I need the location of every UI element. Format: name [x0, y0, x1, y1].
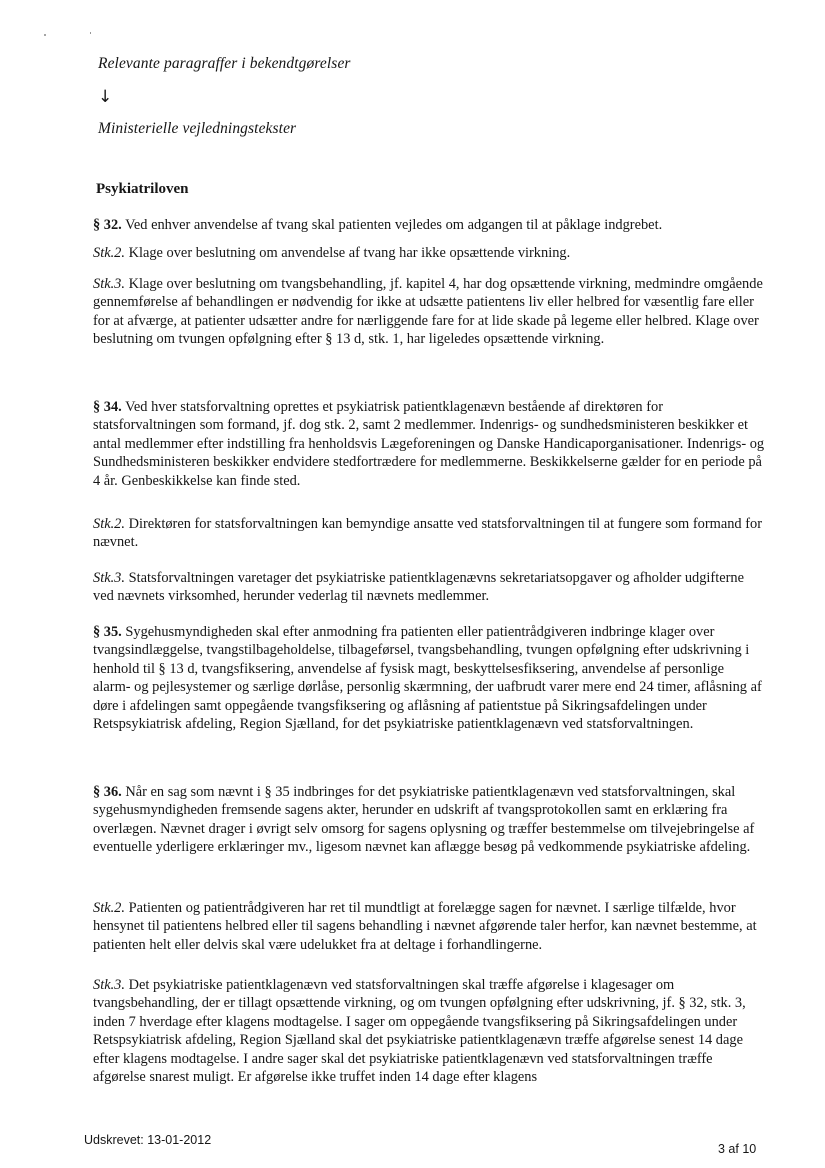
paragraph-number: § 32. — [93, 217, 122, 233]
down-arrow-icon: ↓ — [98, 87, 113, 107]
paragraph-text: Ved enhver anvendelse af tvang skal patienten vejledes om adgangen til at påklage indgrebet. — [121, 217, 663, 233]
paragraph-32 — [93, 216, 765, 234]
scan-speck — [44, 34, 46, 36]
paragraph-32-stk3 — [93, 275, 765, 349]
print-date: Udskrevet: 13-01-2012 — [84, 1133, 212, 1147]
paragraph-34-stk2 — [93, 515, 765, 552]
page-number: 3 af 10 — [718, 1142, 757, 1156]
paragraph-number: § 34. — [93, 399, 122, 415]
paragraph-36 — [93, 783, 765, 857]
stk-label: Stk.3. — [93, 276, 125, 292]
paragraph-number: § 35. — [93, 624, 122, 640]
paragraph-text: Ved hver statsforvaltning oprettes et psykiatrisk patientklagenævn bestående af direktøren for statsforvaltningen som formand, jf. dog stk. 2, samt 2 medlemmer. Indenrigs- og sundhedsministeren beskikker et antal medlemmer efter indstilling fra henholdsvis Lægeforeningen og Danske Handicaporganisationer. Indenrigs- og Sundhedsministeren beskikker endvidere stedfortrædere for medlemmerne. Beskikkelserne gælder for en periode på 4 år. Genbeskikkelse kan finde sted. — [93, 399, 765, 489]
paragraph-34 — [93, 398, 765, 490]
header-line-vejledningstekster: Ministerielle vejledningstekster — [98, 120, 297, 137]
scan-speck — [90, 32, 91, 34]
paragraph-35 — [93, 623, 765, 733]
paragraph-text: Sygehusmyndigheden skal efter anmodning fra patienten eller patientrådgiveren indbringe klager over tvangsindlæggelse, tvangstilbageholdelse, tilbageførsel, tvangsbehandling, tvungen opfølgning efter udskrivning i henhold til § 13 d, tvangsfiksering, anvendelse af fysisk magt, beskyttelsesfiksering, anvendelse af personlige alarm- og pejlesystemer og særlige dørlåse, personlig skærmning, der uafbrudt varer mere end 24 timer, aflåsning af døre i afdelingen samt oppegående tvangsfiksering og aflåsning af patientstue på Sikringsafdelingen under Retspsykiatrisk afdeling, Region Sjælland, for det psykiatriske patientklagenævn ved statsforvaltningen. — [93, 624, 762, 733]
stk-label: Stk.2. — [93, 900, 125, 916]
paragraph-text: Når en sag som nævnt i § 35 indbringes for det psykiatriske patientklagenævn ved statsforvaltningen, skal sygehusmyndigheden fremsende sagens akter, herunder en udskrift af tvangsprotokollen samt en erklæring fra overlægen. Nævnet drager i øvrigt selv omsorg for sagens oplysning og træffer bestemmelse om tilvejebringelse af eventuelle yderligere erklæringer mv., ligesom nævnet kan aflægge besøg på vedkommende psykiatriske afdeling. — [93, 784, 755, 856]
paragraph-text: Klage over beslutning om tvangsbehandling, jf. kapitel 4, har dog opsættende virkning, medmindre omgående gennemførelse af behandlingen er nødvendig for ikke at udsætte patientens liv eller helbred for væsentlig fare eller for at afværge, at patienter udsætter andre for nærliggende fare for at lide skade på legeme eller helbred. Klage over beslutning om tvungen opfølgning efter § 13 d, stk. 1, har ligeledes opsættende virkning. — [93, 276, 763, 348]
paragraph-text: Klage over beslutning om anvendelse af tvang har ikke opsættende virkning. — [124, 245, 571, 261]
header-line-bekendtgorelser: Relevante paragraffer i bekendtgørelser — [98, 55, 351, 72]
paragraph-36-stk2 — [93, 899, 765, 954]
stk-label: Stk.2. — [93, 516, 125, 532]
paragraph-36-stk3 — [93, 976, 765, 1086]
paragraph-text: Statsforvaltningen varetager det psykiatriske patientklagenævns sekretariatsopgaver og afholder udgifterne ved nævnets virksomhed, herunder vederlag til nævnets medlemmer. — [93, 570, 744, 605]
paragraph-text: Patienten og patientrådgiveren har ret til mundtligt at forelægge sagen for nævnet. I særlige tilfælde, hvor hensynet til patientens helbred eller til sagens behandling i nævnet afgørende taler herfor, kan nævnet bestemme, at patienten helt eller delvis skal være udelukket fra at deltage i forhandlingerne. — [93, 900, 757, 953]
paragraph-number: § 36. — [93, 784, 122, 800]
section-title: Psykiatriloven — [96, 181, 189, 197]
stk-label: Stk.2. — [93, 245, 125, 261]
stk-label: Stk.3. — [93, 570, 125, 586]
paragraph-text: Direktøren for statsforvaltningen kan bemyndige ansatte ved statsforvaltningen til at fungere som formand for nævnet. — [93, 516, 762, 551]
paragraph-32-stk2 — [93, 244, 765, 262]
stk-label: Stk.3. — [93, 977, 125, 993]
paragraph-text: Det psykiatriske patientklagenævn ved statsforvaltningen skal træffe afgørelse i klagesager om tvangsbehandling, der er tillagt opsættende virkning, og om tvungen opfølgning efter udskrivning, jf. § 32, stk. 3, inden 7 hverdage efter klagens modtagelse. I sager om oppegående tvangsfiksering på Sikringsafdelingen under Retspsykiatrisk afdeling, Region Sjælland skal det psykiatriske patientklagenævn træffe afgørelse senest 14 dage efter klagens modtagelse. I andre sager skal det psykiatriske patientklagenævn ved statsforvaltningen træffe afgørelse snarest muligt. Er afgørelse ikke truffet inden 14 dage efter klagens — [93, 977, 746, 1086]
paragraph-34-stk3 — [93, 569, 765, 606]
